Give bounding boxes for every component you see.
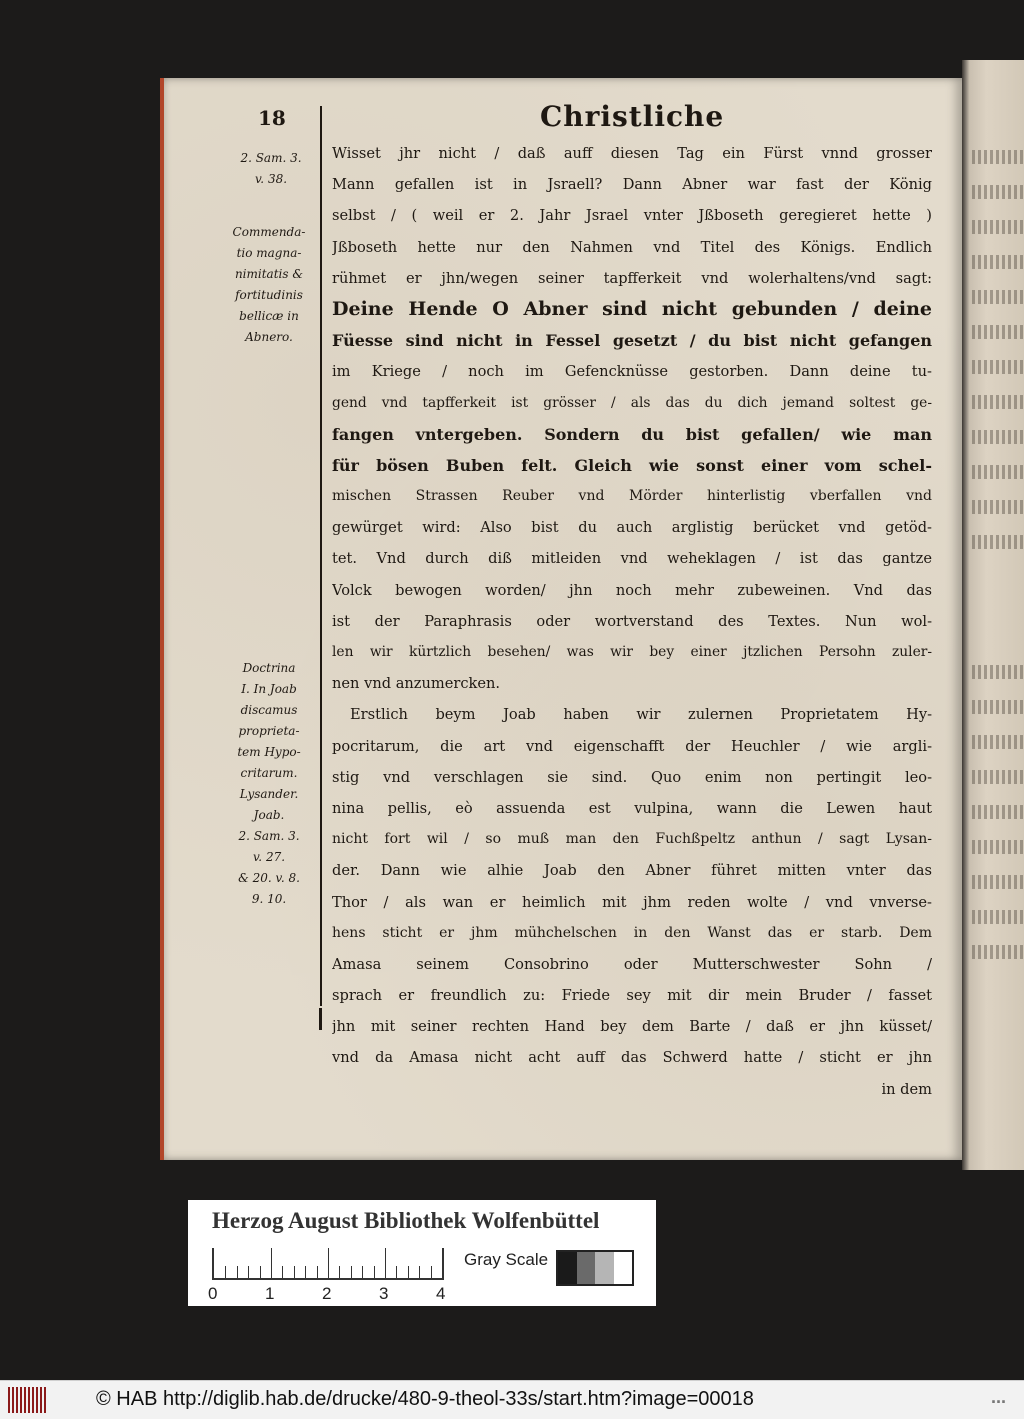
margin-note-line: I. In Joab	[241, 682, 297, 696]
text-line: Jßboseth hette nur den Nahmen vnd Titel des Königs. Endlich	[332, 238, 932, 256]
text-line: stig vnd verschlagen sie sind. Quo enim non pertingit leo-	[332, 768, 932, 786]
margin-note-line: bellicæ in	[239, 309, 299, 323]
ruler-number: 4	[436, 1284, 446, 1303]
text-line: nina pellis, eò assuenda est vulpina, wann die Lewen haut	[332, 799, 932, 817]
text-line: jhn mit seiner rechten Hand bey dem Barte / daß er jhn küsset/	[332, 1018, 932, 1036]
margin-note-line: critarum.	[240, 766, 298, 780]
text-line: pocritarum, die art vnd eigenschafft der Heuchler / wie argli-	[332, 737, 932, 755]
more-menu-icon[interactable]: ...	[990, 1387, 1006, 1407]
gray-swatch	[558, 1252, 577, 1284]
text-line-emphasis: für bösen Buben felt. Gleich wie sonst einer vom schel-	[332, 455, 932, 475]
text-line: Wisset jhr nicht / daß auff diesen Tag ein Fürst vnnd grosser	[332, 145, 932, 162]
running-head: Christliche	[540, 100, 725, 133]
page-red-edge	[160, 78, 164, 1160]
scale-ruler	[212, 1248, 444, 1280]
ruler-number: 0	[208, 1284, 218, 1303]
text-line-emphasis: Füesse sind nicht in Fessel gesetzt / du bist nicht gefangen	[332, 331, 932, 351]
library-name: Herzog August Bibliothek Wolfenbüttel	[212, 1208, 600, 1233]
ruler-number: 3	[379, 1284, 389, 1303]
text-line-emphasis: Deine Hende O Abner sind nicht gebunden / deine	[332, 297, 932, 320]
text-line: Thor / als wan er heimlich mit jhm reden wolte / vnd vnverse-	[332, 893, 932, 911]
text-line: Amasa seinem Consobrino oder Mutterschwester Sohn /	[332, 955, 932, 973]
margin-note-line: v. 38.	[254, 172, 288, 186]
text-line: rühmet er jhn/wegen seiner tapfferkeit vnd wolerhaltens/vnd sagt:	[332, 269, 932, 287]
margin-note-line: Doctrina	[242, 661, 296, 675]
text-line: im Kriege / noch im Gefencknüsse gestorben. Dann deine tu-	[332, 363, 932, 381]
margin-note-line: Lysander.	[239, 787, 299, 801]
margin-note-line: proprieta-	[238, 724, 300, 738]
margin-note-line: fortitudinis	[235, 288, 303, 302]
margin-note-line: Joab.	[253, 808, 285, 822]
gray-swatch	[577, 1252, 596, 1284]
body-text	[332, 138, 932, 1105]
text-line: nicht fort wil / so muß man den Fuchßpeltz anthun / sagt Lysan-	[332, 831, 932, 848]
gray-swatch	[595, 1252, 614, 1284]
page-number: 18	[258, 106, 286, 130]
text-line: Erstlich beym Joab haben wir zulernen Proprietatem Hy-	[350, 706, 932, 724]
facing-page-edge	[962, 60, 1024, 1170]
hab-logo-icon	[8, 1387, 48, 1413]
text-line: nen vnd anzumercken.	[332, 675, 501, 693]
text-line: der. Dann wie alhie Joab den Abner führet mitten vnter das	[332, 862, 932, 880]
text-line: tet. Vnd durch diß mitleiden vnd weheklagen / ist das gantze	[332, 550, 932, 568]
margin-rule-tail	[319, 1008, 322, 1030]
margin-note-line: nimitatis &	[234, 267, 304, 281]
margin-note-reference	[228, 148, 314, 190]
text-line: gend vnd tapfferkeit ist grösser / als das du dich jemand soltest ge-	[332, 394, 932, 411]
margin-note-line: discamus	[240, 703, 298, 717]
text-line-emphasis: fangen vntergeben. Sondern du bist gefallen/ wie man	[332, 424, 932, 444]
footer-bar	[0, 1380, 1024, 1419]
margin-note-line: 9. 10.	[251, 892, 287, 906]
margin-note-line: Commenda-	[232, 225, 306, 239]
margin-note-line: tem Hypo-	[237, 745, 301, 759]
margin-note-line: 2. Sam. 3.	[240, 151, 302, 165]
text-line: hens sticht er jhm mühchelschen in den Wanst das er starb. Dem	[332, 924, 932, 941]
gray-swatch	[614, 1252, 633, 1284]
text-line: Mann gefallen ist in Jsraell? Dann Abner war fast der König	[332, 176, 932, 194]
margin-note-line: 2. Sam. 3.	[238, 829, 300, 843]
gray-scale-label: Gray Scale	[464, 1250, 549, 1269]
text-line: sprach er freundlich zu: Friede sey mit dir mein Bruder / fasset	[332, 987, 932, 1005]
text-line: mischen Strassen Reuber vnd Mörder hinterlistig vberfallen vnd	[332, 488, 932, 505]
margin-rule	[320, 106, 322, 1006]
gray-scale-bar	[556, 1250, 634, 1286]
margin-note-line: v. 27.	[252, 850, 286, 864]
margin-note-line: & 20. v. 8.	[238, 871, 300, 885]
ruler-number: 1	[265, 1284, 275, 1303]
margin-note-doctrina	[226, 658, 312, 910]
text-line: selbst / ( weil er 2. Jahr Jsrael vnter Jßboseth geregieret hette )	[332, 207, 932, 225]
margin-note-commendatio	[226, 222, 312, 348]
margin-note-line: Abnero.	[245, 330, 293, 344]
text-line: vnd da Amasa nicht acht auff das Schwerd hatte / sticht er jhn	[332, 1049, 932, 1067]
text-line: Volck bewogen worden/ jhn noch mehr zubeweinen. Vnd das	[332, 581, 932, 599]
catchword: in dem	[881, 1080, 932, 1098]
scanned-page	[160, 78, 962, 1160]
margin-note-line: tio magna-	[236, 246, 302, 260]
ruler-number: 2	[322, 1284, 332, 1303]
text-line: ist der Paraphrasis oder wortverstand des Textes. Nun wol-	[332, 612, 932, 630]
text-line: len wir kürtzlich besehen/ was wir bey einer jtzlichen Persohn zuler-	[332, 644, 932, 660]
library-color-label	[188, 1200, 656, 1306]
text-line: gewürget wird: Also bist du auch arglistig berücket vnd getöd-	[332, 519, 932, 537]
copyright-url[interactable]: © HAB http://diglib.hab.de/drucke/480-9-theol-33s/start.htm?image=00018	[96, 1388, 754, 1410]
